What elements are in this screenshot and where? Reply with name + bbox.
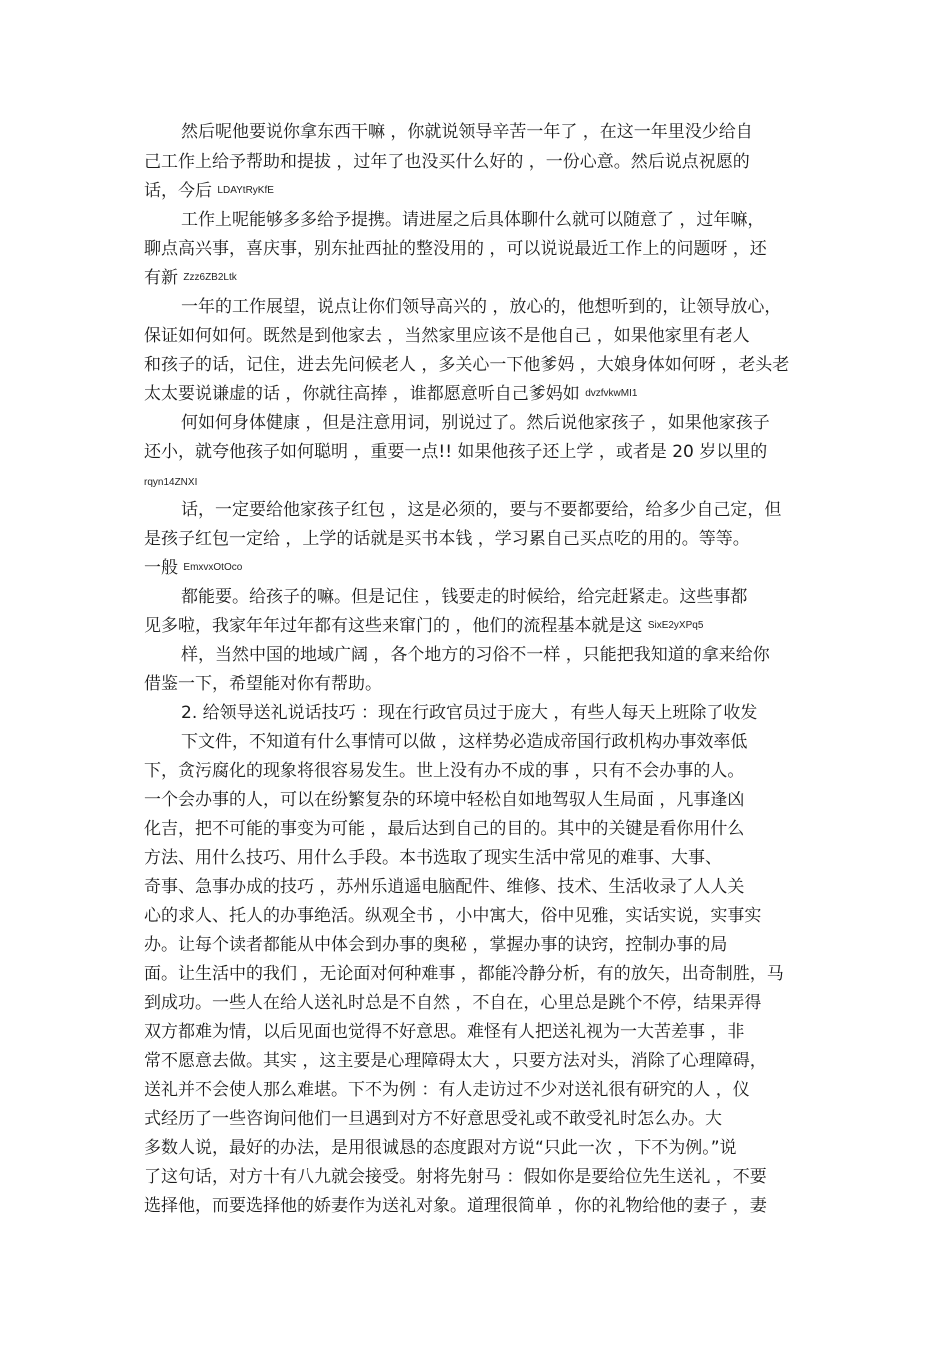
text-line: 何如何身体健康 ，但是注意用词，别说过了。然后说他家孩子 ，如果他家孩子 — [181, 413, 770, 433]
doc-code: dvzfvkwMI1 — [585, 388, 638, 399]
doc-code: rqyn14ZNXI — [144, 477, 198, 488]
text-line: 工作上呢能够多多给予提携。请进屋之后具体聊什么就可以随意了 ，过年嘛， — [181, 210, 765, 230]
text-line: 奇事、急事办成的技巧 ，苏州乐逍遥电脑配件、维修、技术、生活收录了人人关 — [144, 877, 745, 897]
text-line: 太太要说谦虚的话 ，你就往高捧 ，谁都愿意听自己爹妈如 dvzfvkwMI1 — [144, 384, 638, 404]
text-line: 一般 EmxvxOtOco — [144, 558, 243, 578]
text-line: 都能要。给孩子的嘛。但是记住 ，钱要走的时候给，给完赶紧走。这些事都 — [181, 587, 748, 607]
text-line: 常不愿意去做。其实 ，这主要是心理障碍太大 ，只要方法对头，消除了心理障碍， — [144, 1051, 767, 1071]
text-line: 话，今后 LDAYtRyKfE — [144, 181, 274, 201]
text-line: 见多啦，我家年年过年都有这些来窜门的 ，他们的流程基本就是这 SixE2yXPq5 — [144, 616, 704, 636]
text-line: 双方都难为情，以后见面也觉得不好意思。难怪有人把送礼视为一大苦差事 ，非 — [144, 1022, 745, 1042]
text-line: 心的求人、托人的办事绝活。纵观全书 ，小中寓大，俗中见雅，实话实说，实事实 — [144, 906, 762, 926]
text-line: 样，当然中国的地域广阔 ，各个地方的习俗不一样 ，只能把我知道的拿来给你 — [181, 645, 770, 665]
doc-code: LDAYtRyKfE — [217, 185, 274, 196]
text-line: 式经历了一些咨询问他们一旦遇到对方不好意思受礼或不敢受礼时怎么办。大 — [144, 1109, 722, 1129]
text-line: 到成功。一些人在给人送礼时总是不自然 ，不自在，心里总是跳个不停，结果弄得 — [144, 993, 762, 1013]
text-line: 借鉴一下，希望能对你有帮助。 — [144, 674, 382, 694]
text-line: 面。让生活中的我们 ，无论面对何种难事 ，都能冷静分析，有的放矢，出奇制胜，马 — [144, 964, 784, 984]
doc-code: Zzz6ZB2Ltk — [183, 272, 237, 283]
text-line: 下文件，不知道有什么事情可以做 ，这样势必造成帝国行政机构办事效率低 — [181, 732, 748, 752]
text-line: 是孩子红包一定给 ，上学的话就是买书本钱 ，学习累自己买点吃的用的。等等。 — [144, 529, 750, 549]
text-line: 保证如何如何。既然是到他家去 ，当然家里应该不是他自己 ，如果他家里有老人 — [144, 326, 750, 346]
text-line: 多数人说，最好的办法，是用很诚恳的态度跟对方说“只此一次 ，下不为例。”说 — [144, 1138, 737, 1158]
text-line: 选择他，而要选择他的娇妻作为送礼对象。道理很简单 ，你的礼物给他的妻子 ，妻 — [144, 1196, 767, 1216]
text-line: 下，贪污腐化的现象将很容易发生。世上没有办不成的事 ，只有不会办事的人。 — [144, 761, 745, 781]
doc-code: EmxvxOtOco — [183, 562, 243, 573]
text-line: 有新 Zzz6ZB2Ltk — [144, 268, 237, 288]
text-line: 办。让每个读者都能从中体会到办事的奥秘 ，掌握办事的诀窍，控制办事的局 — [144, 935, 728, 955]
text-line: 一年的工作展望，说点让你们领导高兴的 ，放心的，他想听到的，让领导放心， — [181, 297, 782, 317]
doc-code: SixE2yXPq5 — [647, 620, 704, 631]
text-line: 聊点高兴事，喜庆事，别东扯西扯的整没用的 ，可以说说最近工作上的问题呀 ，还 — [144, 239, 767, 259]
text-line: 了这句话，对方十有八九就会接受。射将先射马 ：假如你是要给位先生送礼 ，不要 — [144, 1167, 767, 1187]
text-line: 方法、用什么技巧、用什么手段。本书选取了现实生活中常见的难事、大事、 — [144, 848, 722, 868]
text-line: 化吉，把不可能的事变为可能 ，最后达到自己的目的。其中的关键是看你用什么 — [144, 819, 745, 839]
text-line: 然后呢他要说你拿东西干嘛 ，你就说领导辛苦一年了 ，在这一年里没少给自 — [181, 122, 753, 142]
text-line: 话，一定要给他家孩子红包 ，这是必须的，要与不要都要给，给多少自己定，但 — [181, 500, 782, 520]
text-line: 还小，就夸他孩子如何聪明 ，重要一点!! 如果他孩子还上学 ，或者是 20 岁以里的 — [144, 442, 768, 462]
text-line — [144, 473, 197, 493]
text-line: 己工作上给予帮助和提拔 ，过年了也没买什么好的 ，一份心意。然后说点祝愿的 — [144, 152, 750, 172]
text-line: 一个会办事的人，可以在纷繁复杂的环境中轻松自如地驾驭人生局面 ，凡事逢凶 — [144, 790, 745, 810]
text-line: 2. 给领导送礼说话技巧 ：现在行政官员过于庞大 ，有些人每天上班除了收发 — [181, 703, 758, 723]
text-line: 送礼并不会使人那么难堪。下不为例 ：有人走访过不少对送礼很有研究的人 ，仪 — [144, 1080, 750, 1100]
text-line: 和孩子的话，记住，进去先问候老人 ，多关心一下他爹妈 ，大娘身体如何呀 ，老头老 — [144, 355, 790, 375]
